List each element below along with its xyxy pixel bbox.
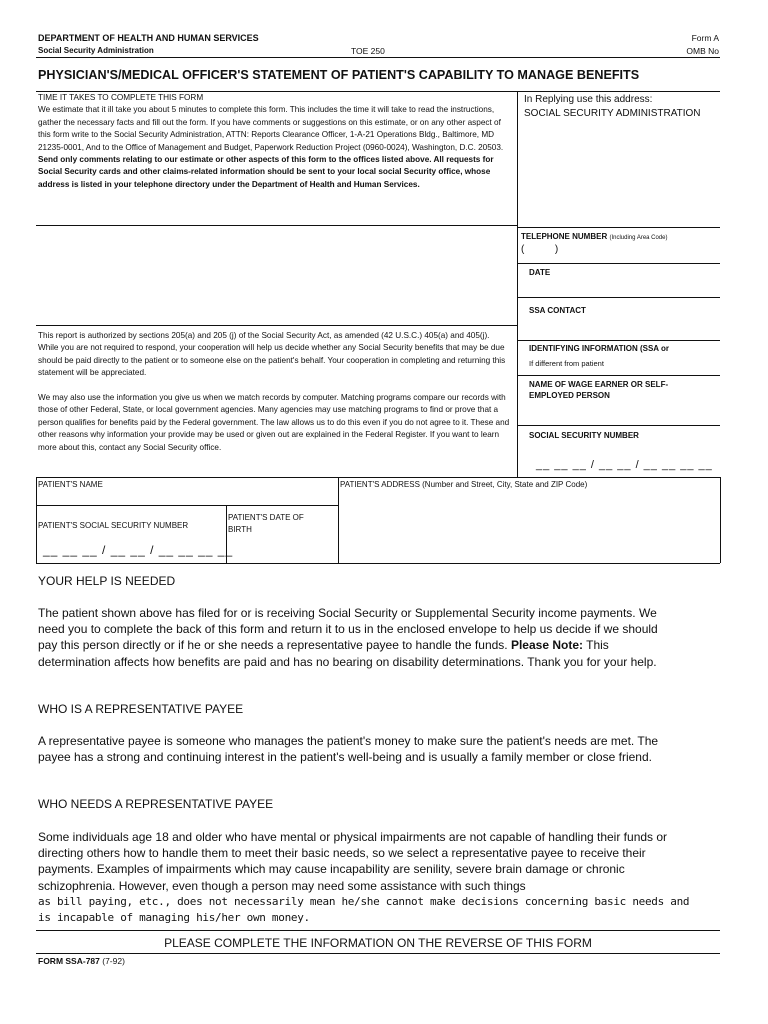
patient-name-bottom [36, 505, 338, 506]
ssa-contact-bottom [517, 340, 720, 341]
wage-earner-label: NAME OF WAGE EARNER OR SELF-EMPLOYED PERSON [529, 380, 669, 400]
help-body: The patient shown above has filed for or is receiving Social Security or Supplemental Security income payments. We need you to complete the back of this form and return it to us in the enclosed envelope to help us decide if we should pay this person directly or if he or she needs a representative payee to handle the funds. [38, 606, 658, 653]
patient-ssn-label: PATIENT'S SOCIAL SECURITY NUMBER [38, 521, 189, 530]
patient-box-left [36, 477, 37, 563]
patient-dob-label: PATIENT'S DATE OF BIRTH [228, 513, 304, 534]
footer-instruction: PLEASE COMPLETE THE INFORMATION ON THE REVERSE OF THIS FORM [164, 936, 592, 950]
identifying-sub: If different from patient [529, 359, 604, 368]
help-note: This determination affects how benefits are paid and has no bearing on disability determinations. Thank you for your help. [38, 638, 657, 669]
date-bottom [517, 297, 720, 298]
patient-box-right [720, 477, 721, 563]
ssa-contact-label: SSA CONTACT [529, 306, 586, 315]
privacy-text: We may also use the information you give us when we match records by computer. Matching programs compare our records with those of other Federal, State, or local government agencies. Many agencies may use matching programs to find or prove that a person qualifies for benefits paid by the Federal government. The law allows us to do this even if you do not agree to it. These and other reasons why information your provide may be used or given out are explained in the Federal Register. If you want to learn more about this, contact any Social Security office. [38, 393, 510, 452]
form-number-block [38, 956, 125, 966]
page-title: PHYSICIAN'S/MEDICAL OFFICER'S STATEMENT OF PATIENT'S CAPABILITY TO MANAGE BENEFITS [38, 68, 640, 82]
authority-text: This report is authorized by sections 205(a) and 205 (j) of the Social Security Act, as amended (42 U.S.C.) 405(a) and 405(j). While you are not required to respond, your cooperation will help us decide whether any Social Security benefits that may be due should be paid directly to the patient or to someone else on the patient's behalf. Your cooperation in completing and returning this statement will be appreciated. [38, 331, 506, 378]
patient-ssn-field[interactable]: __ __ __ / __ __ / __ __ __ __ [43, 543, 234, 557]
patient-box-bottom [36, 563, 720, 564]
patient-address-label: PATIENT'S ADDRESS (Number and Street, City, State and ZIP Code) [340, 480, 588, 489]
who-is-body: A representative payee is someone who manages the patient's money to make sure the patient's needs are met. The payee has a strong and continuing interest in the patient's well-being and is usually a family member or close friend. [38, 734, 659, 765]
who-needs-body: Some individuals age 18 and older who have mental or physical impairments are not capable of handling their funds or directing others how to handle them to meet their basic needs, so we select a representative payee to receive their payments. Examples of impairments which may cause incapability are senility, severe brain damage or chronic schizophrenia. However, even though a person may need some assistance with such things [38, 830, 668, 893]
time-bold-note: Send only comments relating to our estimate or other aspects of this form to the offices listed above. All requests for Social Security cards and other claims-related information should be sent to your local social Security office, whose address is listed in your telephone directory under the Department of Health and Human Services. [38, 155, 494, 189]
ssn-label: SOCIAL SECURITY NUMBER [529, 431, 639, 440]
help-heading: YOUR HELP IS NEEDED [38, 574, 176, 588]
help-paragraph [38, 605, 678, 670]
who-is-heading: WHO IS A REPRESENTATIVE PAYEE [38, 702, 244, 716]
department-name: DEPARTMENT OF HEALTH AND HUMAN SERVICES [38, 33, 259, 43]
time-section [38, 92, 514, 191]
reply-address: SOCIAL SECURITY ADMINISTRATION [524, 108, 701, 119]
time-section-bottom [36, 225, 517, 226]
patient-box-divider [338, 477, 339, 563]
agency-name: Social Security Administration [38, 46, 154, 55]
identifying-label: IDENTIFYING INFORMATION (SSA or [529, 344, 669, 353]
ssn-field[interactable]: __ __ __ / __ __ / __ __ __ __ [536, 459, 713, 471]
omb-label: OMB No [686, 46, 719, 56]
form-number: FORM SSA-787 [38, 956, 100, 966]
header-rule [36, 57, 720, 58]
telephone-field[interactable]: ( ) [521, 244, 559, 255]
patient-name-label: PATIENT'S NAME [38, 480, 103, 489]
time-body: We estimate that it ill take you about 5 minutes to complete this form. This includes the time it will take to read the instructions, gather the necessary facts and fill out the form. If you have comments or suggestions on this estimate, or on any other aspect of this form write to the Social Security Administration, ATTN: Reports Clearance Officer, 1-A-21 Operations Bldg., Baltimore, MD 21235-0001, And to the Office of Management and Budget, Paperwork Reduction Project (0960-0024), Washington, D.C. 20503. [38, 105, 504, 152]
toe-code: TOE 250 [351, 46, 385, 56]
telephone-bottom [517, 263, 720, 264]
reply-address-block [524, 93, 701, 121]
patient-box-top [36, 477, 720, 478]
telephone-label: TELEPHONE NUMBER [521, 232, 608, 241]
who-needs-body-continued: as bill paying, etc., does not necessarily mean he/she cannot make decisions concerning basic needs and is incapable of managing his/her own money. [38, 895, 690, 924]
footer-rule [36, 930, 720, 931]
reply-bottom [517, 227, 720, 228]
form-date: (7-92) [102, 956, 125, 966]
date-label: DATE [529, 268, 551, 277]
please-note-label: Please Note: [510, 638, 583, 653]
identifying-bottom [517, 375, 720, 376]
telephone-note: (Including Area Code) [609, 235, 668, 241]
reply-label: In Replying use this address: [524, 94, 653, 105]
time-heading: TIME IT TAKES TO COMPLETE THIS FORM [38, 93, 204, 102]
authority-top [36, 325, 517, 326]
form-label: Form A [691, 33, 719, 43]
who-needs-heading: WHO NEEDS A REPRESENTATIVE PAYEE [38, 797, 274, 811]
right-column-divider [517, 91, 518, 478]
wage-earner-bottom [517, 425, 720, 426]
footer-rule-bottom [36, 953, 720, 954]
telephone-label-block [521, 232, 668, 241]
